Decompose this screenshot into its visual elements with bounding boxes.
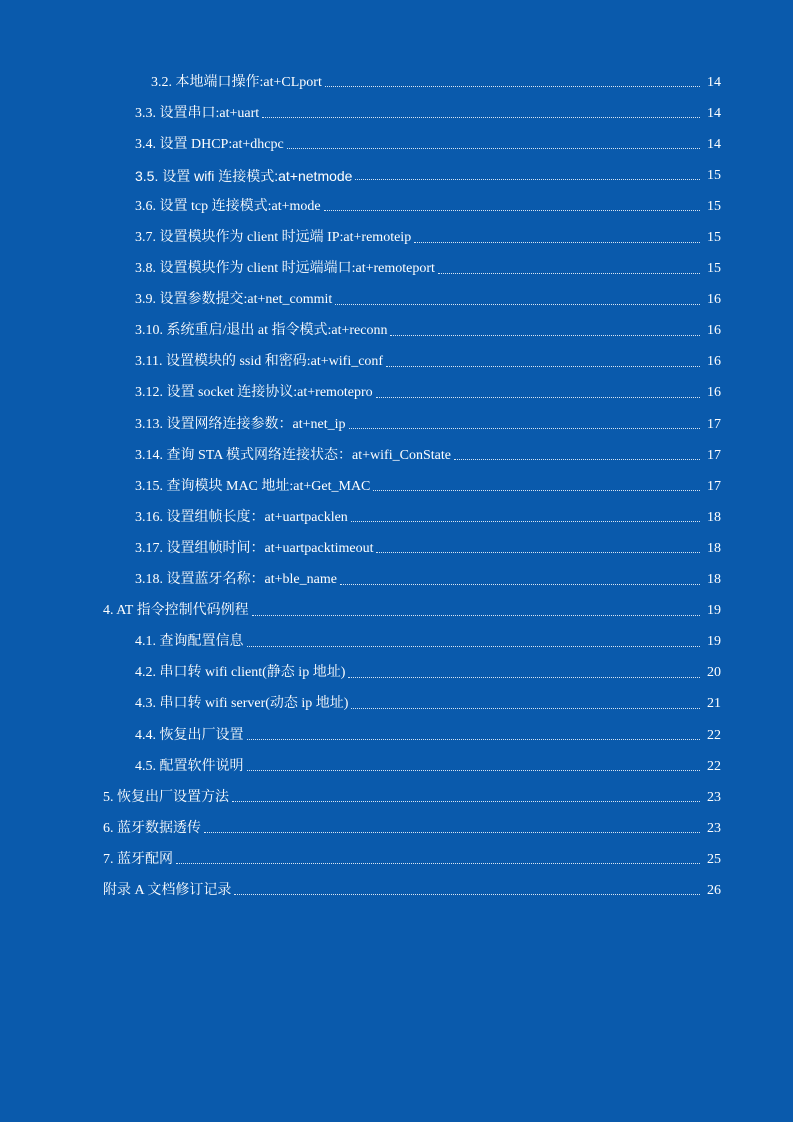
toc-entry-label: 3.13. 设置网络连接参数：at+net_ip bbox=[135, 416, 346, 432]
dot-leader bbox=[349, 428, 701, 429]
toc-entry-label: 4.1. 查询配置信息 bbox=[135, 634, 244, 650]
toc-entry[interactable] bbox=[0, 751, 721, 782]
toc-entry-label: 3.10. 系统重启/退出 at 指令模式:at+reconn bbox=[135, 323, 388, 339]
dot-leader bbox=[351, 521, 700, 522]
toc-entry-page: 16 bbox=[707, 323, 721, 339]
toc-entry-page: 18 bbox=[707, 509, 721, 525]
dot-leader bbox=[176, 863, 700, 864]
toc-entry[interactable] bbox=[0, 347, 721, 378]
dot-leader bbox=[438, 273, 700, 274]
dot-leader bbox=[252, 615, 700, 616]
toc-entry-label: 3.15. 查询模块 MAC 地址:at+Get_MAC bbox=[135, 478, 371, 494]
dot-leader bbox=[247, 770, 701, 771]
toc-entry-label: 3.5. 设置 wifi 连接模式:at+netmode bbox=[135, 167, 353, 184]
dot-leader bbox=[376, 397, 700, 398]
toc-entry-label: 3.8. 设置模块作为 client 时远端端口:at+remoteport bbox=[135, 261, 435, 277]
toc-entry-page: 17 bbox=[707, 447, 721, 463]
dot-leader bbox=[232, 801, 700, 802]
toc-entry[interactable] bbox=[0, 875, 721, 906]
toc-entry[interactable] bbox=[0, 720, 721, 751]
dot-leader bbox=[324, 210, 700, 211]
dot-leader bbox=[340, 584, 700, 585]
toc-entry-page: 16 bbox=[707, 385, 721, 401]
toc-entry[interactable] bbox=[0, 67, 721, 98]
dot-leader bbox=[454, 459, 700, 460]
toc-entry-page: 17 bbox=[707, 416, 721, 432]
toc-entry-page: 25 bbox=[707, 851, 721, 867]
toc-entry[interactable] bbox=[0, 844, 721, 875]
toc-entry[interactable] bbox=[0, 129, 721, 160]
toc-entry-label: 7. 蓝牙配网 bbox=[103, 851, 173, 867]
toc-entry-label: 3.2. 本地端口操作:at+CLport bbox=[151, 74, 322, 90]
toc-entry-label: 3.18. 设置蓝牙名称：at+ble_name bbox=[135, 572, 337, 588]
dot-leader bbox=[204, 832, 700, 833]
toc-entry-label: 3.16. 设置组帧长度：at+uartpacklen bbox=[135, 509, 348, 525]
toc-entry[interactable] bbox=[0, 689, 721, 720]
toc-entry-page: 15 bbox=[707, 167, 721, 183]
dot-leader bbox=[351, 708, 700, 709]
toc-entry-label: 5. 恢复出厂设置方法 bbox=[103, 789, 229, 805]
toc-entry[interactable] bbox=[0, 98, 721, 129]
toc-entry[interactable] bbox=[0, 565, 721, 596]
toc-entry[interactable] bbox=[0, 409, 721, 440]
toc-entry-label: 附录 A 文档修订记录 bbox=[103, 882, 232, 898]
toc-entry-page: 20 bbox=[707, 665, 721, 681]
toc-entry-label: 4.3. 串口转 wifi server(动态 ip 地址) bbox=[135, 696, 349, 712]
toc-entry[interactable] bbox=[0, 471, 721, 502]
dot-leader bbox=[390, 335, 700, 336]
toc-entry[interactable] bbox=[0, 782, 721, 813]
toc-entry[interactable] bbox=[0, 160, 721, 191]
toc-entry[interactable] bbox=[0, 316, 721, 347]
toc-entry-page: 16 bbox=[707, 354, 721, 370]
toc-entry-page: 17 bbox=[707, 478, 721, 494]
toc-entry-page: 14 bbox=[707, 105, 721, 121]
toc-entry-page: 19 bbox=[707, 603, 721, 619]
dot-leader bbox=[335, 304, 700, 305]
toc-entry-page: 16 bbox=[707, 292, 721, 308]
toc-entry[interactable] bbox=[0, 596, 721, 627]
toc-entry-page: 15 bbox=[707, 261, 721, 277]
toc-entry-label: 3.17. 设置组帧时间：at+uartpacktimeout bbox=[135, 540, 374, 556]
toc-entry-label: 4.4. 恢复出厂设置 bbox=[135, 727, 244, 743]
dot-leader bbox=[247, 646, 701, 647]
table-of-contents bbox=[0, 67, 793, 907]
toc-entry[interactable] bbox=[0, 285, 721, 316]
toc-entry[interactable] bbox=[0, 191, 721, 222]
toc-entry[interactable] bbox=[0, 533, 721, 564]
toc-entry-page: 15 bbox=[707, 230, 721, 246]
toc-entry-page: 21 bbox=[707, 696, 721, 712]
dot-leader bbox=[348, 677, 700, 678]
toc-entry[interactable] bbox=[0, 658, 721, 689]
toc-entry-page: 23 bbox=[707, 820, 721, 836]
toc-entry-page: 14 bbox=[707, 136, 721, 152]
dot-leader bbox=[325, 86, 700, 87]
toc-entry-page: 22 bbox=[707, 758, 721, 774]
toc-entry-label: 4.2. 串口转 wifi client(静态 ip 地址) bbox=[135, 665, 346, 681]
toc-entry-label: 3.3. 设置串口:at+uart bbox=[135, 105, 260, 121]
toc-entry-page: 18 bbox=[707, 572, 721, 588]
toc-entry-page: 15 bbox=[707, 198, 721, 214]
dot-leader bbox=[247, 739, 701, 740]
toc-entry-label: 3.6. 设置 tcp 连接模式:at+mode bbox=[135, 198, 321, 214]
toc-entry-label: 3.12. 设置 socket 连接协议:at+remotepro bbox=[135, 385, 373, 401]
toc-entry[interactable] bbox=[0, 222, 721, 253]
toc-entry-page: 26 bbox=[707, 882, 721, 898]
toc-entry-label: 3.14. 查询 STA 模式网络连接状态：at+wifi_ConState bbox=[135, 447, 451, 463]
toc-entry-label: 3.4. 设置 DHCP:at+dhcpc bbox=[135, 136, 284, 152]
toc-entry-page: 14 bbox=[707, 74, 721, 90]
toc-entry[interactable] bbox=[0, 440, 721, 471]
toc-entry-label: 4.5. 配置软件说明 bbox=[135, 758, 244, 774]
toc-entry-page: 18 bbox=[707, 540, 721, 556]
toc-entry[interactable] bbox=[0, 254, 721, 285]
toc-entry[interactable] bbox=[0, 502, 721, 533]
toc-entry[interactable] bbox=[0, 813, 721, 844]
toc-entry-label: 6. 蓝牙数据透传 bbox=[103, 820, 201, 836]
dot-leader bbox=[414, 242, 700, 243]
dot-leader bbox=[355, 179, 700, 180]
dot-leader bbox=[376, 552, 700, 553]
dot-leader bbox=[234, 894, 700, 895]
dot-leader bbox=[386, 366, 700, 367]
toc-entry-label: 3.7. 设置模块作为 client 时远端 IP:at+remoteip bbox=[135, 230, 412, 246]
toc-entry-label: 3.11. 设置模块的 ssid 和密码:at+wifi_conf bbox=[135, 354, 384, 370]
toc-entry[interactable] bbox=[0, 627, 721, 658]
toc-entry-page: 23 bbox=[707, 789, 721, 805]
dot-leader bbox=[262, 117, 700, 118]
dot-leader bbox=[287, 148, 700, 149]
toc-entry-label: 3.9. 设置参数提交:at+net_commit bbox=[135, 292, 333, 308]
toc-entry[interactable] bbox=[0, 378, 721, 409]
toc-entry-label: 4. AT 指令控制代码例程 bbox=[103, 603, 249, 619]
toc-entry-page: 22 bbox=[707, 727, 721, 743]
toc-entry-page: 19 bbox=[707, 634, 721, 650]
dot-leader bbox=[373, 490, 700, 491]
